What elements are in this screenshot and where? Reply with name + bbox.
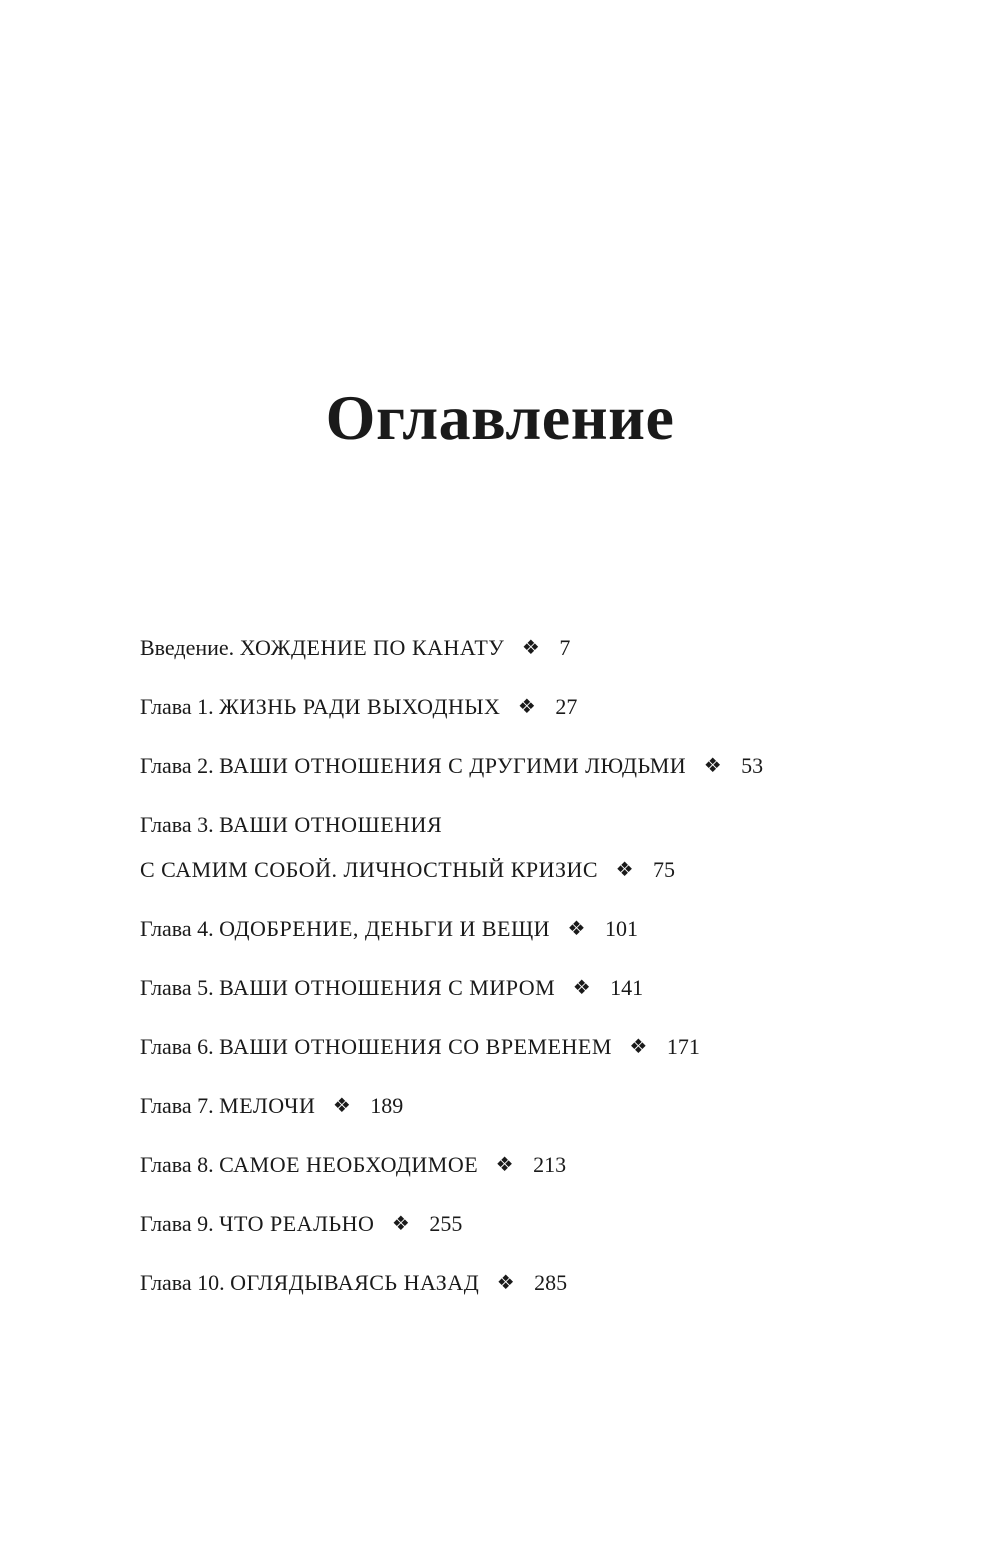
toc-entry-title: ХОЖДЕНИЕ ПО КАНАТУ [239, 635, 505, 660]
four-diamond-ornament-icon: ❖ [567, 918, 586, 940]
toc-entry-prefix: Глава 4. [140, 916, 214, 941]
four-diamond-ornament-icon: ❖ [572, 977, 591, 999]
four-diamond-ornament-icon: ❖ [703, 755, 722, 777]
toc-entry-page: 189 [370, 1093, 404, 1118]
toc-entry-prefix: Глава 7. [140, 1093, 214, 1118]
toc-entry-chapter-5[interactable] [140, 968, 643, 1008]
toc-entry-chapter-2[interactable] [140, 746, 763, 786]
toc-entry-page: 285 [534, 1270, 568, 1295]
toc-entry-chapter-8[interactable] [140, 1145, 566, 1185]
toc-entry-introduction[interactable] [140, 628, 570, 668]
toc-entry-title: ВАШИ ОТНОШЕНИЯ С ДРУГИМИ ЛЮДЬМИ [219, 753, 687, 778]
toc-entry-prefix: Глава 5. [140, 975, 214, 1000]
toc-entry-prefix: Глава 3. [140, 812, 214, 837]
toc-entry-title-continuation: С САМИМ СОБОЙ. ЛИЧНОСТНЫЙ КРИЗИС [140, 857, 599, 882]
toc-entry-chapter-3-continuation[interactable] [140, 850, 675, 890]
four-diamond-ornament-icon: ❖ [629, 1036, 648, 1058]
page-title: Оглавление [325, 382, 675, 453]
toc-entry-prefix: Глава 6. [140, 1034, 214, 1059]
toc-entry-page: 7 [559, 635, 571, 660]
toc-entry-chapter-10[interactable] [140, 1263, 567, 1303]
toc-entry-title: ЧТО РЕАЛЬНО [219, 1211, 375, 1236]
toc-entry-title: САМОЕ НЕОБХОДИМОЕ [219, 1152, 479, 1177]
toc-entry-title: МЕЛОЧИ [219, 1093, 316, 1118]
toc-entry-page: 255 [429, 1211, 463, 1236]
toc-entry-chapter-9[interactable] [140, 1204, 462, 1244]
toc-entry-chapter-7[interactable] [140, 1086, 403, 1126]
four-diamond-ornament-icon: ❖ [521, 637, 540, 659]
toc-entry-title: ОГЛЯДЫВАЯСЬ НАЗАД [230, 1270, 480, 1295]
four-diamond-ornament-icon: ❖ [495, 1154, 514, 1176]
toc-entry-prefix: Глава 10. [140, 1270, 225, 1295]
toc-entry-chapter-6[interactable] [140, 1027, 700, 1067]
toc-entry-page: 141 [610, 975, 644, 1000]
toc-entry-chapter-1[interactable] [140, 687, 577, 727]
toc-entry-page: 27 [555, 694, 578, 719]
toc-entry-prefix: Глава 8. [140, 1152, 214, 1177]
toc-entry-title: ВАШИ ОТНОШЕНИЯ [219, 812, 443, 837]
toc-entry-page: 213 [533, 1152, 567, 1177]
toc-entry-title: ВАШИ ОТНОШЕНИЯ СО ВРЕМЕНЕМ [219, 1034, 612, 1059]
four-diamond-ornament-icon: ❖ [496, 1272, 515, 1294]
four-diamond-ornament-icon: ❖ [391, 1213, 410, 1235]
toc-entry-page: 171 [666, 1034, 700, 1059]
toc-entry-prefix: Введение. [140, 635, 235, 660]
toc-entry-title: ОДОБРЕНИЕ, ДЕНЬГИ И ВЕЩИ [219, 916, 551, 941]
toc-entry-prefix: Глава 1. [140, 694, 214, 719]
toc-entry-title: ЖИЗНЬ РАДИ ВЫХОДНЫХ [219, 694, 501, 719]
toc-entry-prefix: Глава 2. [140, 753, 214, 778]
toc-entry-chapter-4[interactable] [140, 909, 638, 949]
four-diamond-ornament-icon: ❖ [517, 696, 536, 718]
toc-entry-chapter-3[interactable] [140, 805, 442, 845]
toc-entry-page: 75 [653, 857, 676, 882]
toc-entry-title: ВАШИ ОТНОШЕНИЯ С МИРОМ [219, 975, 556, 1000]
toc-entry-page: 101 [604, 916, 638, 941]
four-diamond-ornament-icon: ❖ [615, 859, 634, 881]
toc-entry-prefix: Глава 9. [140, 1211, 214, 1236]
toc-entry-page: 53 [741, 753, 764, 778]
four-diamond-ornament-icon: ❖ [332, 1095, 351, 1117]
